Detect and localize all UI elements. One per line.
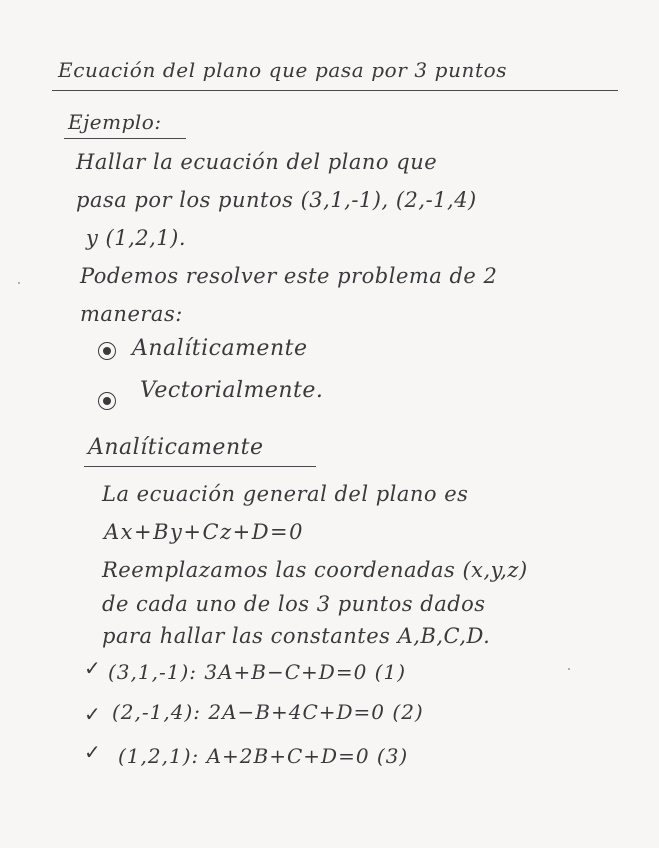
body-line-3: Reemplazamos las coordenadas (x,y,z)	[102, 558, 528, 582]
checkmark-icon: ✓	[84, 656, 101, 680]
problem-line-5: maneras:	[80, 302, 183, 326]
bullet-filled-circle-icon	[98, 342, 116, 360]
checkmark-icon: ✓	[84, 740, 101, 764]
problem-line-2: pasa por los puntos (3,1,-1), (2,-1,4)	[76, 188, 477, 212]
page-title: Ecuación del plano que pasa por 3 puntos	[58, 58, 508, 82]
equation-1: (3,1,-1): 3A+B−C+D=0 (1)	[108, 660, 406, 684]
option-vectorialmente: Vectorialmente.	[140, 378, 324, 403]
example-heading: Ejemplo:	[68, 110, 162, 134]
section-heading: Analíticamente	[88, 435, 264, 460]
general-equation: Ax+By+Cz+D=0	[104, 520, 305, 544]
problem-line-1: Hallar la ecuación del plano que	[76, 150, 438, 174]
equation-2: (2,-1,4): 2A−B+4C+D=0 (2)	[112, 700, 424, 724]
problem-line-4: Podemos resolver este problema de 2	[80, 264, 498, 288]
example-heading-underline	[64, 138, 186, 139]
checkmark-icon: ✓	[84, 702, 101, 726]
title-underline	[52, 90, 618, 91]
body-line-5: para hallar las constantes A,B,C,D.	[102, 624, 491, 648]
body-line-4: de cada uno de los 3 puntos dados	[102, 592, 486, 616]
problem-line-3: y (1,2,1).	[86, 226, 187, 250]
paper-speck	[568, 668, 570, 670]
paper-speck	[18, 282, 20, 284]
equation-3: (1,2,1): A+2B+C+D=0 (3)	[118, 744, 409, 768]
option-analiticamente: Analíticamente	[132, 336, 308, 361]
bullet-filled-circle-icon	[98, 392, 116, 410]
body-line-1: La ecuación general del plano es	[102, 482, 469, 506]
section-heading-underline	[84, 466, 316, 467]
